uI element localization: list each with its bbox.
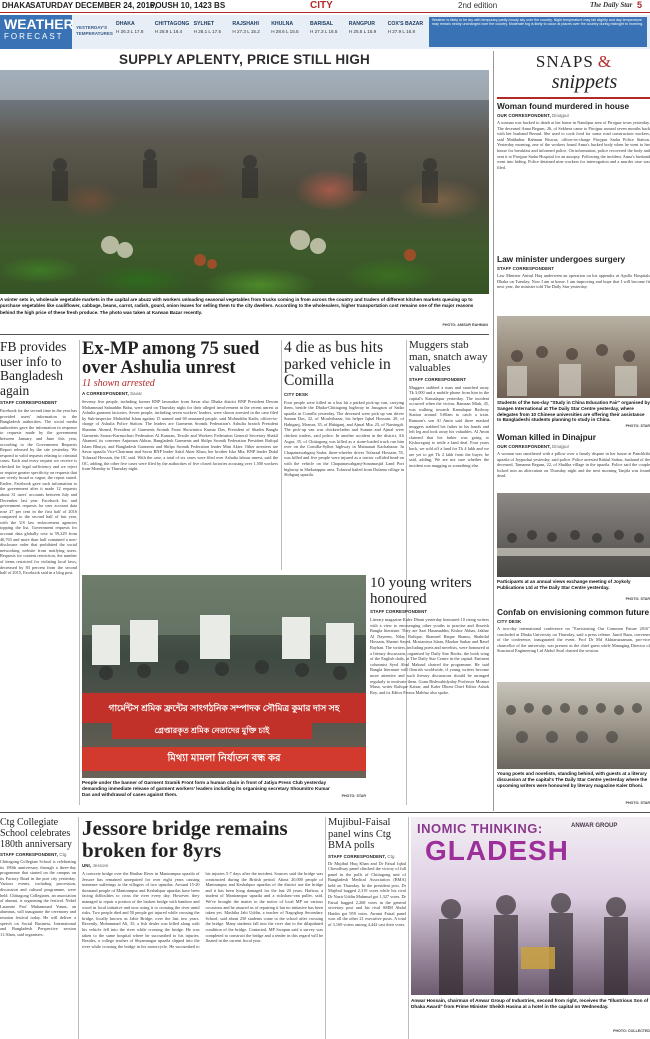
bma-place: Ctg <box>387 853 395 859</box>
weather-city <box>349 21 387 45</box>
snaps-amp: & <box>597 52 612 71</box>
protest-banner-bottom: মিথ্যা মামলা নির্যাতন বন্ধ কর <box>82 747 366 771</box>
divider-bottom <box>0 812 650 813</box>
weather-cities <box>116 21 426 45</box>
buses-story <box>284 340 404 570</box>
china-fair-scene <box>497 316 650 398</box>
snaps-rule <box>497 97 650 99</box>
award-caption: Anwar Hossain, chairman of Anwar Group of Industries, second from right, receives the "Illustrious Son of Dhaka Award" from Prime Minister Sheikh Hasina at a hotel in the capital on Wednesday. <box>411 998 649 1009</box>
writers-photo-credit: PHOTO: STAR <box>625 801 650 805</box>
writers-byline: STAFF CORRESPONDENT <box>370 609 428 614</box>
weather-city-temp: H 26.3 L 17.8 <box>116 29 144 34</box>
col-divider-6 <box>408 817 409 1039</box>
dinajpur-story <box>497 432 650 492</box>
fb-body: Facebook for the second time in the year has provided users' information to the Bangladesh authorities. The social media authorities gave the information in response to requests made by the government between January and June this year, according to the Government Requests Report released by the site yesterday. We respond to valid requests relating to criminal cases. Each and every request we receive is checked for legal sufficiency and we reject or require greater specificity on requests that are overly broad or vague, the report stated. Earlier, Facebook gave such information to the government after it made 12 requests about 31 users' accounts between July and December last year. Facebook Inc and government requests for user account data rose 27 per cent in the first half of 2016 compared to the second half of last year, with the US law enforcement agencies topping the list. Government requests for account data globally rose to 59,229 from 46,763 and more than half contained a non-disclosure order that prohibited the social networking website from notifying users. Requests for content restriction, the number of items restricted for violating local laws, decreased by 83 percent from the second half of 2015, Facebook said in a blog post. <box>0 408 77 576</box>
weather-city-name: SYLHET <box>193 21 215 27</box>
weather-city <box>388 21 426 45</box>
fb-story <box>0 340 77 805</box>
weather-city-temp: H 28.9 L 16.4 <box>154 29 183 34</box>
dateline-date: SATURDAY DECEMBER 24, 2016, <box>30 1 157 10</box>
award-billboard-line1: INOMIC THINKING: <box>417 821 543 836</box>
weather-city-name: DHAKA <box>116 21 135 27</box>
writers-photo-caption: Young poets and novelists, standing behind, with guests at a literary discussion at the capital's The Daily Star Centre yesterday where the upcoming writers were honoured by literary magazine Kaler Dhoni. <box>497 771 648 788</box>
award-billboard-line2: GLADESH <box>425 835 569 866</box>
weather-city-name: KHULNA <box>271 21 294 27</box>
china-fair-caption: Students of the two-day "Study in China Education Fair" organised by Sangen International at The Daily Star Centre yesterday, where delegates from 10 Chinese universities are offering their assistance to Bangladeshi students planning to study in China. <box>497 400 650 423</box>
market-photo <box>0 70 489 294</box>
weather-city-name: BARISAL <box>310 21 334 27</box>
weather-city <box>116 21 154 45</box>
weather-city <box>194 21 232 45</box>
writers-photo <box>497 682 650 769</box>
muggers-byline: STAFF CORRESPONDENT <box>409 376 467 382</box>
protest-photo <box>82 575 366 778</box>
col-divider-1 <box>79 340 80 805</box>
weather-city-temp: H 26.1 L 17.5 <box>193 29 222 34</box>
writers-body: Literary magazine Kaler Dhoni yesterday honoured 10 rising writers with a view to encouraging other youths to practise and flourish Bangla literature. They are Sazi Hasanuddin, Kishor Abhas, Jakhar Al Nayeem, Nilay Rafique, Shameel Haque Shamu, Shahidul Hossain, Sharmi Sayed, Mostanirya Islam, Mazhar Sarkar and Rasel Rayhan. The writers, including poets and novelists, were honoured at a literary discussion, organised by Daily Star Books, the book wing of the English daily, at The Daily Star Centre in the capital. Eminent columnist Syed Abul Maksud chaired the programme. He said Bangla literature will flourish worldwide, if young writers become more attentive and such literary discussions should be arranged regularly to motivate them. Gonu Bishwabidyalay Professor Monsur Musa, writer Rafique Kaisar, and Kaler Dhoni Chief Editor Ashok Roy, and its Editor Ferruz Mahfuz also spoke. <box>370 617 489 695</box>
buses-byline: CITY DESK <box>284 391 309 397</box>
weather-city <box>271 21 309 45</box>
dateline-bangla: POUSH 10, 1423 BS <box>150 1 226 10</box>
woman-headline: Woman found murdered in house <box>497 101 630 111</box>
exmp-body: Seventy five people, including former BNP lawmaker from Savar also Dhaka district BNP President Dewan Mohammad Salauddin Babu, were sued on Thursday night for their alleged involvement in the recent unrest at Ashulia garment factories. Seven people, including seven workers' leaders, were shown arrested in the case filed by Sub-inspector Mohiddul Islam against 15 named and 60 unnamed people, said Mohiuddin Kadir, officer-in-charge of Ashulia Police Station. The leaders are Garments Sromik Federation's Ashulia branch President Shamim Ahmed, President of Garments Sromik Front Showmitro Kumar Das, President of Shadin Bangla Garments Sromo-Karmochari Federation Al Kamran, Textile and Workers Federation General Secretary Shakil Ahamed, its convener Anjuman Akhtar, Bangladesh Garments and Shilpo Sromik Federation President Rafiqul Islam Bhuiya, and Bangladesh Garments and Shilpo Sromik Federation leader Mini Akter. Other arrestees are Savar upazila Vice-Chairman and Savar BNP leader Sakil Akter Khan, her brother Iska Mia, BNP leader Dulal Tofazzal Hossain, the OC said. With the case, a total of six cases were filed over Ashulia labour unrest, said the OC, adding, the other five cases were filed by the authorities of five closed factories accusing over 1,500 workers from Monday to Thursday night. <box>82 399 278 472</box>
divider-top <box>0 334 489 335</box>
china-fair-photo <box>497 316 650 398</box>
weather-city-temp: H 27.3 L 15.2 <box>232 29 260 34</box>
col-divider-5 <box>325 817 326 1039</box>
dinajpur-byline: OUR CORRESPONDENT, <box>497 444 551 449</box>
right-col-divider <box>493 51 494 811</box>
weather-city-name: RAJSHAHI <box>232 21 259 27</box>
protest-caption: People under the banner of Garment Sramik Front form a human chain in front of Jatiya Press Club yesterday demanding immediate release of garment workers' leaders including its organising secretary Shoumitro Kumar Das and withdrawal of cases against them. <box>82 780 330 797</box>
weather-title: WEATHER <box>4 16 74 32</box>
jessore-place: Jessore <box>92 863 109 868</box>
weather-city-temp: H 27.9 L 16.8 <box>387 29 416 34</box>
woman-body: A woman was hacked to death at her home in Nandipur area of Pirojpur town yesterday. The deceased Anna Begum, 26, of Sekhera came to Pirojpur around seven months back with her husband Rezaul. She used to cook food for some road construction workers, said Mahbubur Rahman Biswas, officer-in-charge Pirojpur Sadar Police Station. Yesterday morning, one of the workers found Anna's hacked body when he went to her house for breakfast and informed police. On information, police recovered the body and sent it to Pirojpur Sadar Hospital for an autopsy. Following the incident, Anna's husband went into hiding. Police detained nine workers for interrogation and a murder case was filed. <box>497 120 650 170</box>
jessore-body: A concrete bridge over the Harihar River in Manirampur upazila of Jessore has remained unrepaired for over eight years causing immense sufferings to the villagers of two upazilas. Around 15-20 thousand people of Manirampur and Keshabpur upazilas have been facing difficulties to cross the river every day. However, they managed to repair a portion of the broken bridge with bamboo and wood in local initiative and now using it to crossing the river amid risks. Two people died and 50 people got injured while crossing the bridge, locally known as Jabir Bridge, over the last two years. Recently, Mohammad Ali, 35, a fish dealer was killed along with his vehicle fell into the river while crossing the bridge. He was taken to the same hospital where he succumbed to his injuries. Besides, a college teacher of Shyamnagar upazila slipped into the river while crossing the bridge in his motorcycle. He succumbed to his injuries 5-7 days after the incident. Sources said the bridge was constructed during the British period. About 20,000 people of Manirampur and Keshabpur upazilas of the district use the bridge and it has been lying damaged for the last 20 years. Hafizur, a student of Manirampur upazila and a rickshaw-van puller, said, We've brought the matter to the notice of local MP on various occasions and he assured us of repairing it but no initiative has been taken yet. Mashiha Jabi Uddin, a teacher of Nagoghop Secondary School, said about 250 students come to the school after crossing the bridge. Many students fall into the river due to the dilapidated condition of the bridge. Contacted, MP Swapan said a survey was completed to construct the bridge and a tender in this regard will be floated in the current fiscal year. <box>82 871 323 949</box>
jessore-story <box>82 817 323 1039</box>
buses-headline: 4 die as bus hits parked vehicle in Comilla <box>284 340 391 389</box>
fb-headline: FB provides user info to Bangladesh again <box>0 340 67 398</box>
weather-city-temp: H 27.3 L 16.5 <box>310 29 338 34</box>
writers-story <box>370 575 489 805</box>
confab-body: A two-day international conference on "Envisioning Our Common Future 2016" concluded at Dhaka University on Thursday, said a press release. Jamil Raza, convener of the conference, inaugurated the event. Prof Dr Md Akhtaruzzaman, pro-vice chancellor of the university, was present as the chief guest while Managing Director of Structural Engineering Ltd Abdul Awal chaired the session. <box>497 626 650 654</box>
exmp-headline: Ex-MP among 75 sued over Ashulia unrest <box>82 340 260 378</box>
edition-label: 2nd edition <box>458 1 498 10</box>
writers-headline: 10 young writers honoured <box>370 575 472 607</box>
joykoly-caption: Participants at an annual views exchange meeting of Joykoly Publications Ltd at The Daily Star Centre yesterday. <box>497 579 631 590</box>
bma-byline: STAFF CORRESPONDENT, <box>328 853 387 859</box>
lead-caption: A winter sets in, wholesale vegetable markets in the capital are abuzz with workers unloading seasonal vegetables from trucks coming in from across the country and traders of different kitchen markets queuing up to purchase vegetables like cauliflower, cabbage, beans, carrot, radish, gourd, onion leaves for selling them to the city dwellers. According to the wholesalers, higher transportation cost remains one of the major reasons behind the high price of these fresh produce. The photo was taken at Karwan Bazar recently. <box>0 297 474 315</box>
dinajpur-body: A woman was smothered with a pillow over a family dispute in her house at Panchbibi upazila of Joypurhat yesterday, said police. Police arrested Rabiul Sarkar, husband of the deceased, Tamanna Begum, 22, of Shaliha village in the upazila. Police said the couple locked into an altercation on Thursday night and the next morning Tanjila was found dead. <box>497 451 650 479</box>
ctg-headline: Ctg Collegiate School celebrates 180th anniversary <box>0 817 72 850</box>
snaps-title: SNAPS <box>535 52 594 71</box>
muggers-headline: Muggers stab man, snatch away valuables <box>409 340 488 374</box>
jessore-byline: UNI, <box>82 863 92 868</box>
woman-byline: OUR CORRESPONDENT, <box>497 113 551 118</box>
lawmin-story <box>497 254 650 316</box>
confab-story <box>497 607 650 677</box>
ctg-story <box>0 817 76 1039</box>
snippets-title: snippets <box>551 71 618 93</box>
bma-headline: Mujibul-Faisal panel wins Ctg BMA polls <box>328 817 391 851</box>
china-fair-credit: PHOTO: STAR <box>625 424 650 428</box>
weather-title-block <box>0 15 72 49</box>
bma-body: Dr Mujibul Huq Khan and Dr Faisal Iqbal Chowdhury panel clinched the victory of full panel in the polls of Chittagong unit of Bangladesh Medical Association (BMA) held on Thursday. In the president post, Dr Mujibul bagged 2,319 votes while his rival Dr Nazir Uddin Mahmud got 1,327 votes. Dr Faisal bagged 2,268 votes in the general secretary post and his rival SMM Abdul Haidin got 959 votes. Awami Faisal panel won all the other 21 executive posts. A total of 3,169 voters among 4,442 cast their votes. <box>328 860 406 928</box>
weather-city <box>232 21 270 45</box>
award-credit: PHOTO: COLLECTED <box>613 1029 650 1033</box>
masthead-logo: The Daily Star <box>590 1 633 9</box>
weather-city-name: CHITTAGONG <box>154 21 190 27</box>
fb-byline: STAFF CORRESPONDENT <box>0 400 58 405</box>
muggers-story <box>409 340 489 570</box>
lead-headline: SUPPLY APLENTY, PRICE STILL HIGH <box>119 52 370 67</box>
weather-summary: Weather is likely to be dry with temporary partly cloudy sky over the country. Night temperature may fall slightly and day temperature may remain nearly unchanged over the country. Moderate fog is likely to occur at places over the country during midnight to morning. <box>429 17 647 47</box>
col-divider-4 <box>78 817 79 1039</box>
joykoly-credit: PHOTO: STAR <box>625 597 650 601</box>
joykoly-scene <box>497 493 650 577</box>
weather-subtitle: FORECAST <box>4 32 64 41</box>
woman-story <box>497 101 650 254</box>
lead-credit: PHOTO: ANISUR RAHMAN <box>442 323 488 327</box>
ctg-body: Chittagong Collegiate School is celebrating its 180th anniversary through a three-day programme that started on the campus on its Factory Road in the port city yesterday. Various events, including procession, discussion and cultural programme, were held. Chittagong Collegiates, an association of alumni, is organising the festival. Nobel Laureate Prof Muhammad Yunus, an alumnus, will inaugurate the ceremony and reunion festival today. He will deliver a speech on Social Business, International and Bangladesh Perspective session 11:30am, said organisers. <box>0 859 76 937</box>
weather-city-name: COX'S BAZAR <box>387 21 424 27</box>
exmp-subhead: 11 shown arrested <box>82 378 155 389</box>
protest-banner-top: গার্মেন্টস শ্রমিক ফ্রন্টের সাংগঠনিক সম্পাদক সৌমিত্র কুমার দাস সহ <box>82 693 366 723</box>
award-billboard-line3: ANWAR GROUP <box>571 823 618 829</box>
protest-credit: PHOTO: STAR <box>341 794 366 798</box>
exmp-story <box>82 340 278 570</box>
lead-headline-bar <box>0 51 489 69</box>
weather-city-name: RANGPUR <box>348 21 376 27</box>
dateline-city: DHAKA <box>2 1 31 10</box>
dinajpur-headline: Woman killed in Dinajpur <box>497 432 596 442</box>
writers-scene <box>497 682 650 769</box>
joykoly-photo <box>497 493 650 577</box>
buses-body: Four people were killed as a bus hit a parked pick-up van, carrying them, beside the Dhaka-Chittagong highway in Jasugaon of Sadar upazila in Comilla yesterday. The deceased were pick up van driver Suman Das, 32, of Moulvibazar, his helper Iqbal Hossain, 20, of Habiganj, Monsur, 35, of Habiganj, and Ajmal Mia, 23, of Narsingdi. The pick-up van was chicken-laden and Sumun and Ajmal were chicken traders, said police. In another accident in the district, Ali Asgar, 35, of Chittagong was killed as a stone-loaded truck ran him over on the Comilla-Sylhet highway in Matnaauti Kachabazar. In Chapainawabganj Sadar, three-wheeler driver Tofazzal Hossain, 55, was killed and five people were injured as a tractor collided head-on with the vehicle on the Chapainawabganj-Sonamasjid Land Port highway in Shekatappur area. Tofazzal hailed from Dulama village in Shibganj upazila. <box>284 399 404 478</box>
exmp-byline: A CORRESPONDENT, <box>82 391 129 396</box>
confab-headline: Confab on envisioning common future <box>497 607 650 617</box>
protest-banner-mid: গ্রেপ্তারকৃত শ্রমিক নেতাদের মুক্তি চাই <box>112 723 312 739</box>
weather-city <box>155 21 193 45</box>
page-number: 5 <box>637 0 643 10</box>
weather-strip <box>0 15 650 49</box>
col-divider-2 <box>281 340 282 570</box>
exmp-place: Savar <box>130 391 143 396</box>
lawmin-byline: STAFF CORRESPONDENT <box>497 266 555 271</box>
top-bar <box>0 0 650 13</box>
lawmin-body: Law Minister Anisul Huq underwent an operation on his appendix at Apollo Hospitals Dhaka on Tuesday. Now I am at home. I am improving and hope that I will become fit next year, the minister told The Daily Star yesterday. <box>497 273 650 290</box>
weather-city-temp: H 25.5 L 15.9 <box>348 29 377 34</box>
snaps-header <box>497 52 650 96</box>
lawmin-headline: Law minister undergoes surgery <box>497 254 626 264</box>
market-scene <box>0 70 489 294</box>
jessore-headline: Jessore bridge remains broken for 8yrs <box>82 817 288 862</box>
bma-story <box>328 817 406 1039</box>
weather-city <box>310 21 348 45</box>
confab-byline: CITY DESK <box>497 619 522 624</box>
award-scene <box>411 817 650 995</box>
award-photo <box>411 817 650 995</box>
muggers-body: Muggers stabbed a man and snatched away Tk 3,000 and a mobile phone from him in the capital's Kamalapur yesterday. The incident occurred when the victim, Ramzan Miah, 45, was walking towards Kamalapur Railway Station around 5:00am to catch a train. Ramzan's son Al Amin said three masked muggers stabbed his father in his hands and left leg and took away his valuables. Al Amin claimed that his father was going to Kishoreganj to settle a land deal. Four years back, we sold off a land for Tk 4 lakh and we are yet to get Tk 2 lakh from the buyer, he said, adding, We are not sure whether the incident was mugging or something else. <box>409 384 489 468</box>
dinajpur-place: Dinajpur <box>552 444 570 449</box>
woman-place: Dinajpur <box>552 113 570 118</box>
weather-label: YESTERDAY'S TEMPERATURES <box>76 25 113 36</box>
weather-city-temp: H 28.6 L 15.5 <box>271 29 299 34</box>
ctg-place: Ctg <box>59 852 67 857</box>
section-name: CITY <box>310 0 333 11</box>
ctg-byline: STAFF CORRESPONDENT, <box>0 852 59 857</box>
